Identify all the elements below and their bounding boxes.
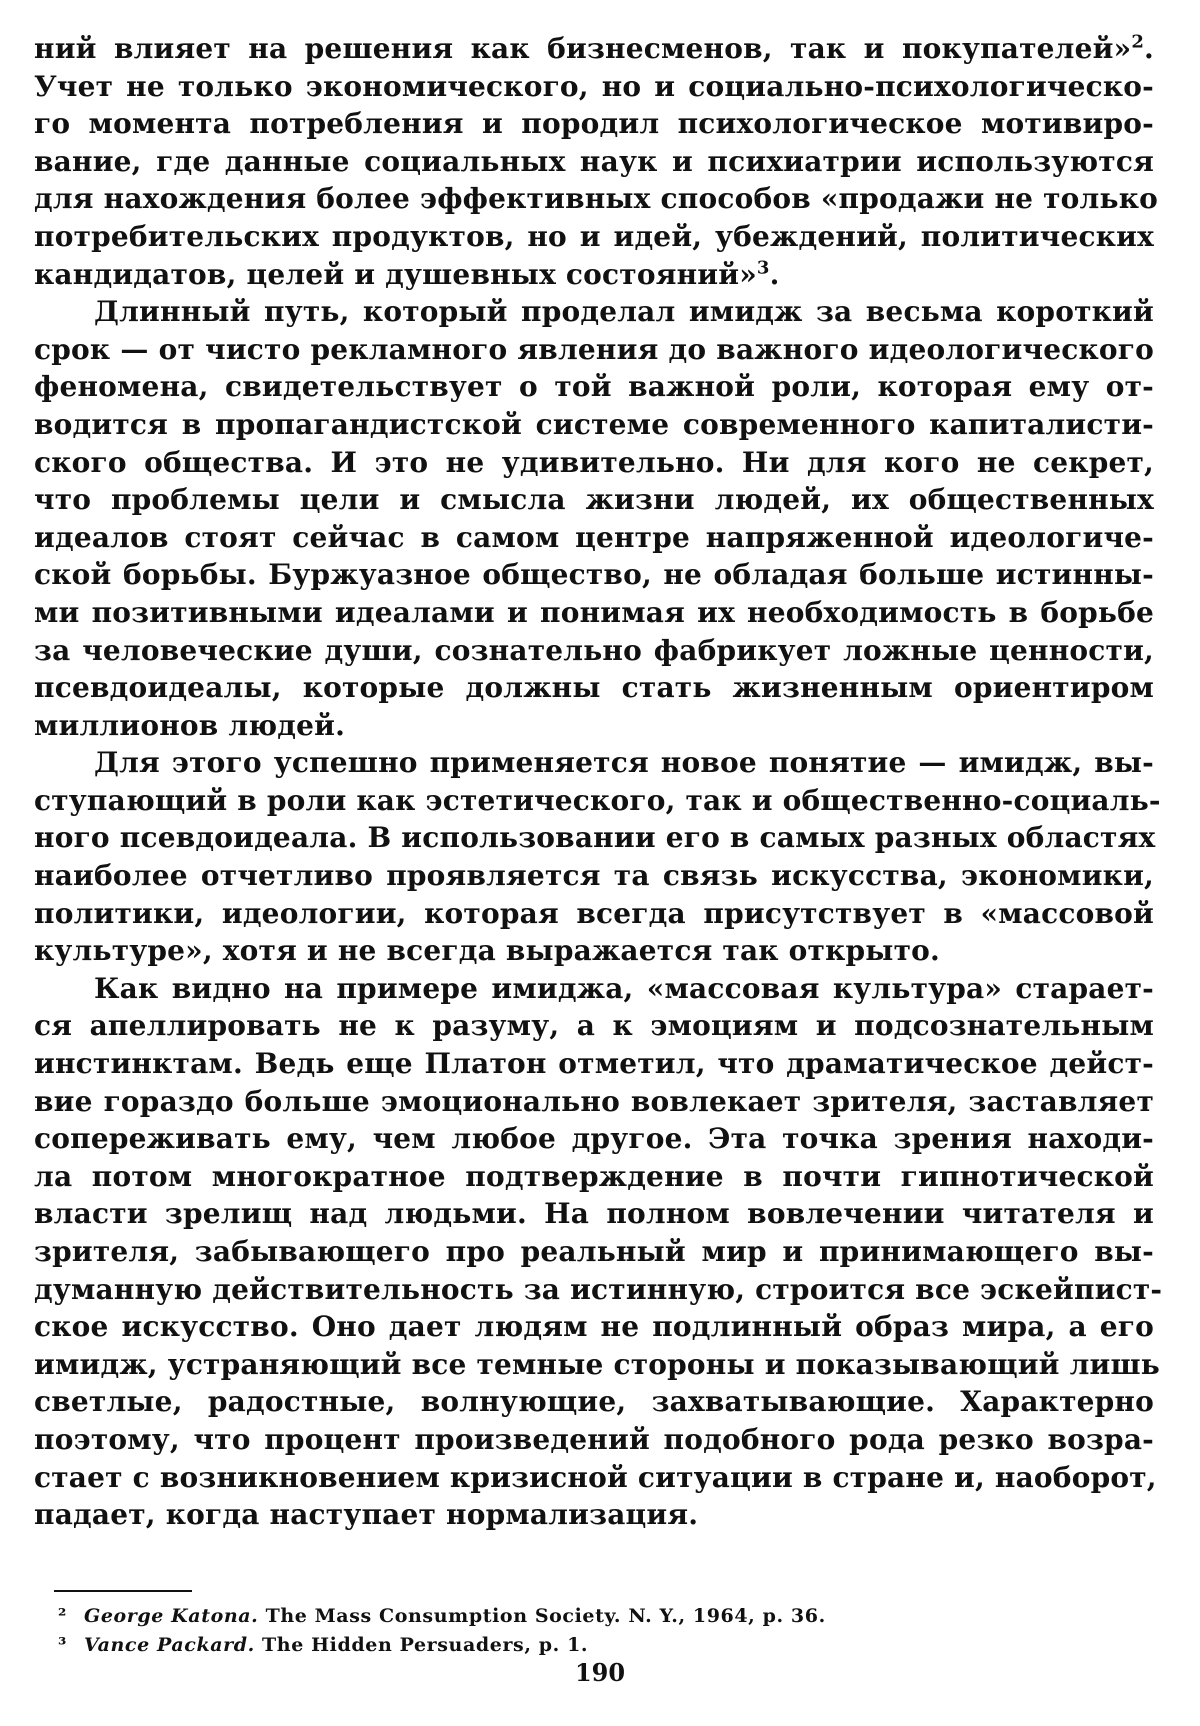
text-line: сопереживать ему, чем любое другое. Эта точка зрения находи- [34,1122,1154,1156]
footnote-author: Vance Packard. [84,1634,255,1656]
footnotes [58,1602,1138,1660]
text-line: срок — от чисто рекламного явления до важного идеологического [34,332,1154,366]
text-line: ного псевдоидеала. В использовании его в самых разных областях [34,821,1156,855]
footnote-marker: ² [58,1605,67,1627]
text-line: Учет не только экономического, но и социально-психологическо- [34,69,1154,103]
text-line: за человеческие души, сознательно фабрикует ложные ценности, [34,633,1154,667]
text-line: потребительских продуктов, но и идей, убеждений, политических [34,219,1154,253]
footnote-2 [58,1602,1138,1631]
footnote-text: The Mass Consumption Society. N. Y., 1964, p. 36. [258,1605,826,1627]
text-line: инстинктам. Ведь еще Платон отметил, что драматическое дейст- [34,1047,1154,1081]
text-line: наиболее отчетливо проявляется та связь искусства, экономики, [34,859,1154,893]
text-line: феномена, свидетельствует о той важной роли, которая ему от- [34,370,1154,404]
text-line: ми позитивными идеалами и понимая их необходимость в борьбе [34,595,1154,629]
text-line: ся апеллировать не к разуму, а к эмоциям и подсознательным [34,1009,1154,1043]
text-line: поэтому, что процент произведений подобного рода резко возра- [34,1422,1154,1456]
text-line: ской борьбы. Буржуазное общество, не обладая больше истинны- [34,558,1154,592]
footnote-3 [58,1631,1138,1660]
footnote-marker: ³ [58,1634,67,1656]
footnote-ref-3: 3 [756,257,770,279]
text-line: го момента потребления и породил психологическое мотивиро- [34,107,1154,141]
text-line: псевдоидеалы, которые должны стать жизненным ориентиром [34,671,1154,705]
text-line: имидж, устраняющий все темные стороны и показывающий лишь [34,1347,1160,1381]
text-line: вание, где данные социальных наук и психиатрии используются [34,144,1154,178]
text-line: падает, когда наступает нормализация. [34,1498,699,1532]
page-number: 190 [574,1658,626,1687]
text-line: думанную действительность за истинную, строится все эскейпист- [34,1272,1163,1306]
text-line: Как видно на примере имиджа, «массовая культура» старает- [94,971,1154,1005]
text-line: вие гораздо больше эмоционально вовлекает зрителя, заставляет [34,1084,1154,1118]
text-line: власти зрелищ над людьми. На полном вовлечении читателя и [34,1197,1154,1231]
text-line-content: кандидатов, целей и душевных состояний» [34,257,757,291]
text-line: светлые, радостные, волнующие, захватывающие. Характерно [34,1385,1154,1419]
punctuation: . [769,257,780,291]
footnote-ref-2: 2 [1131,31,1145,53]
text-line: ского общества. И это не удивительно. Ни для кого не секрет, [34,445,1154,479]
footnote-text: The Hidden Persuaders, p. 1. [254,1634,589,1656]
text-line: Длинный путь, который проделал имидж за весьма короткий [94,295,1154,329]
footnote-divider [54,1590,192,1592]
footnote-author: George Katona. [84,1605,259,1627]
text-line: ступающий в роли как эстетического, так и общественно-социаль- [34,783,1161,817]
text-line: культуре», хотя и не всегда выражается так открыто. [34,934,940,968]
text-line: водится в пропагандистской системе современного капиталисти- [34,407,1154,441]
text-line: идеалов стоят сейчас в самом центре напряженной идеологиче- [34,520,1154,554]
text-line: политики, идеологии, которая всегда присутствует в «массовой [34,896,1154,930]
text-line: ское искусство. Оно дает людям не подлинный образ мира, а его [34,1310,1154,1344]
page-text [34,30,1163,1534]
text-line: миллионов людей. [34,708,346,742]
text-line: ла потом многократное подтверждение в почти гипнотической [34,1159,1154,1193]
text-line [34,30,1154,68]
text-line: зрителя, забывающего про реальный мир и принимающего вы- [34,1235,1154,1268]
text-line-content: ний влияет на решения как бизнесменов, так и покупателей» [34,32,1132,65]
text-line: для нахождения более эффективных способов «продажи не только [34,182,1158,216]
text-line: стает с возникновением кризисной ситуации в стране и, наоборот, [34,1460,1157,1494]
text-line [34,256,1154,294]
text-line: Для этого успешно применяется новое понятие — имидж, вы- [94,746,1154,780]
text-line: что проблемы цели и смысла жизни людей, их общественных [34,483,1154,517]
punctuation: . [1144,32,1154,65]
